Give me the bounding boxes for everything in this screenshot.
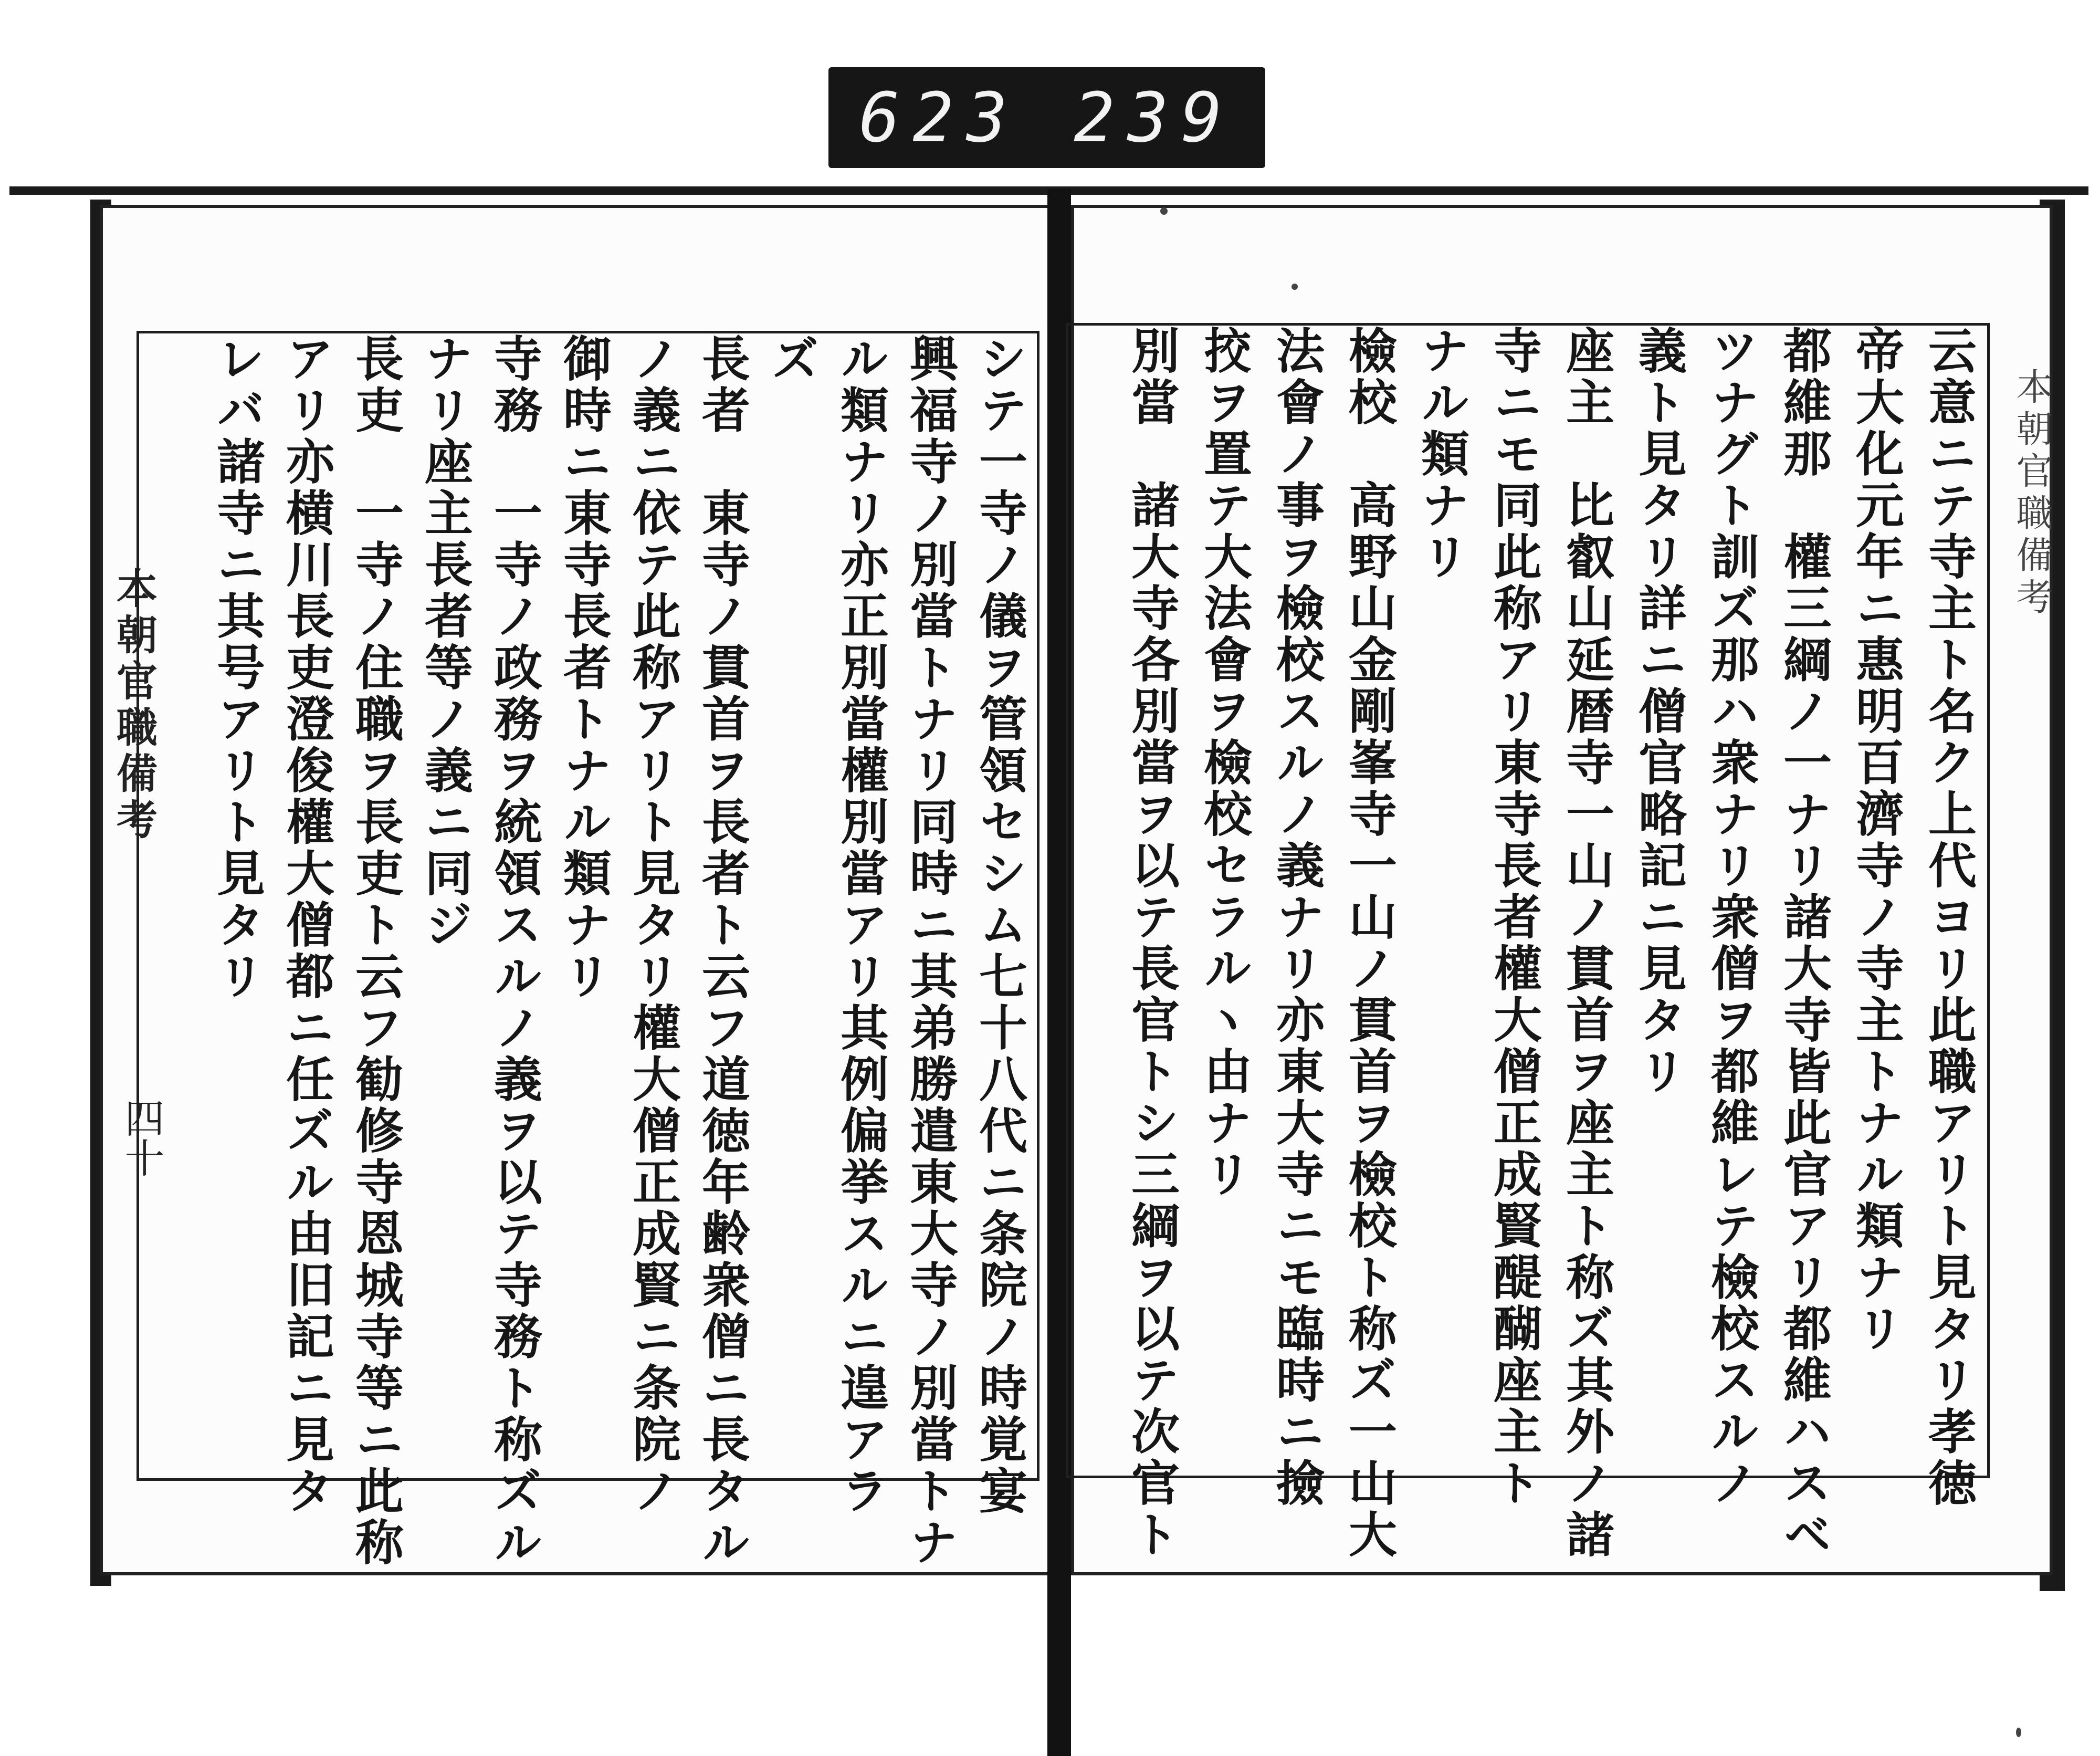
text-column: ノ義ニ依テ此称アリト見タリ權大僧正成賢ニ条院ノ [625, 333, 681, 1517]
scan-speck [2016, 1728, 2021, 1737]
text-column: 法會ノ事ヲ檢校スルノ義ナリ亦東大寺ニモ臨時ニ撿 [1268, 326, 1325, 1509]
microfilm-frame-counter [828, 67, 1265, 168]
text-column: 長者 東寺ノ貫首ヲ長者ト云フ道徳年齢衆僧ニ長タル [694, 333, 751, 1569]
text-column: 寺ニモ同此称アリ東寺長者權大僧正成賢醍醐座主ト [1486, 326, 1542, 1509]
text-column: ナリ座主長者等ノ義ニ同ジ [417, 333, 474, 951]
text-column: 寺務 一寺ノ政務ヲ統領スルノ義ヲ以テ寺務ト称ズル [486, 333, 543, 1569]
text-column: ル類ナリ亦正別當權別當アリ其例偏挙スルニ遑アラ [833, 333, 889, 1517]
page-number: 四十 [118, 1098, 165, 1177]
right-margin-title: 本朝官職備考 [2010, 368, 2053, 620]
text-column: ズ [763, 333, 820, 385]
text-column: 御時ニ東寺長者トナル類ナリ [555, 333, 612, 1002]
text-column: 云意ニテ寺主ト名ク上代ヨリ此職アリト見タリ孝徳 [1920, 326, 1977, 1509]
text-column: レバ諸寺ニ其号アリト見タリ [209, 333, 266, 1002]
left-margin-title: 本朝官職備考 [110, 567, 158, 844]
text-column: 檢校 高野山金剛峯寺一山ノ貫首ヲ檢校ト称ズ一山大 [1341, 326, 1398, 1561]
text-column: 長吏 一寺ノ住職ヲ長吏ト云フ勧修寺恩城寺等ニ此称 [348, 333, 404, 1569]
right-text-frame [1066, 323, 1990, 1561]
scan-speck [1160, 207, 1168, 215]
text-column: 帝大化元年ニ惠明百濟寺ノ寺主トナル類ナリ [1848, 326, 1905, 1355]
text-column: 都維那 權三綱ノ一ナリ諸大寺皆此官アリ都維ハスベ [1776, 326, 1832, 1561]
left-text-frame [136, 331, 1040, 1569]
scan-speck [1292, 284, 1298, 290]
text-column: 挍ヲ置テ大法會ヲ檢校セラルヽ由ナリ [1196, 326, 1253, 1200]
text-column: ナル類ナリ [1413, 326, 1470, 583]
text-column: 座主 比叡山延暦寺一山ノ貫首ヲ座主ト称ズ其外ノ諸 [1558, 326, 1615, 1561]
text-column: シテ一寺ノ儀ヲ管領セシム七十八代ニ条院ノ時覚宴 [971, 333, 1028, 1517]
text-column: 別當 諸大寺各別當ヲ以テ長官トシ三綱ヲ以テ次官ト [1124, 326, 1180, 1561]
text-column: 興福寺ノ別當トナリ同時ニ其弟勝遣東大寺ノ別當トナ [902, 333, 959, 1569]
text-column: 義ト見タリ詳ニ僧官略記ニ見タリ [1631, 326, 1687, 1098]
text-column: アリ亦横川長吏澄俊權大僧都ニ任ズル由旧記ニ見タ [278, 333, 335, 1517]
text-column: ツナグト訓ズ那ハ衆ナリ衆僧ヲ都維レテ檢校スルノ [1703, 326, 1760, 1509]
frame-counter-text: 623 239 [859, 78, 1235, 158]
